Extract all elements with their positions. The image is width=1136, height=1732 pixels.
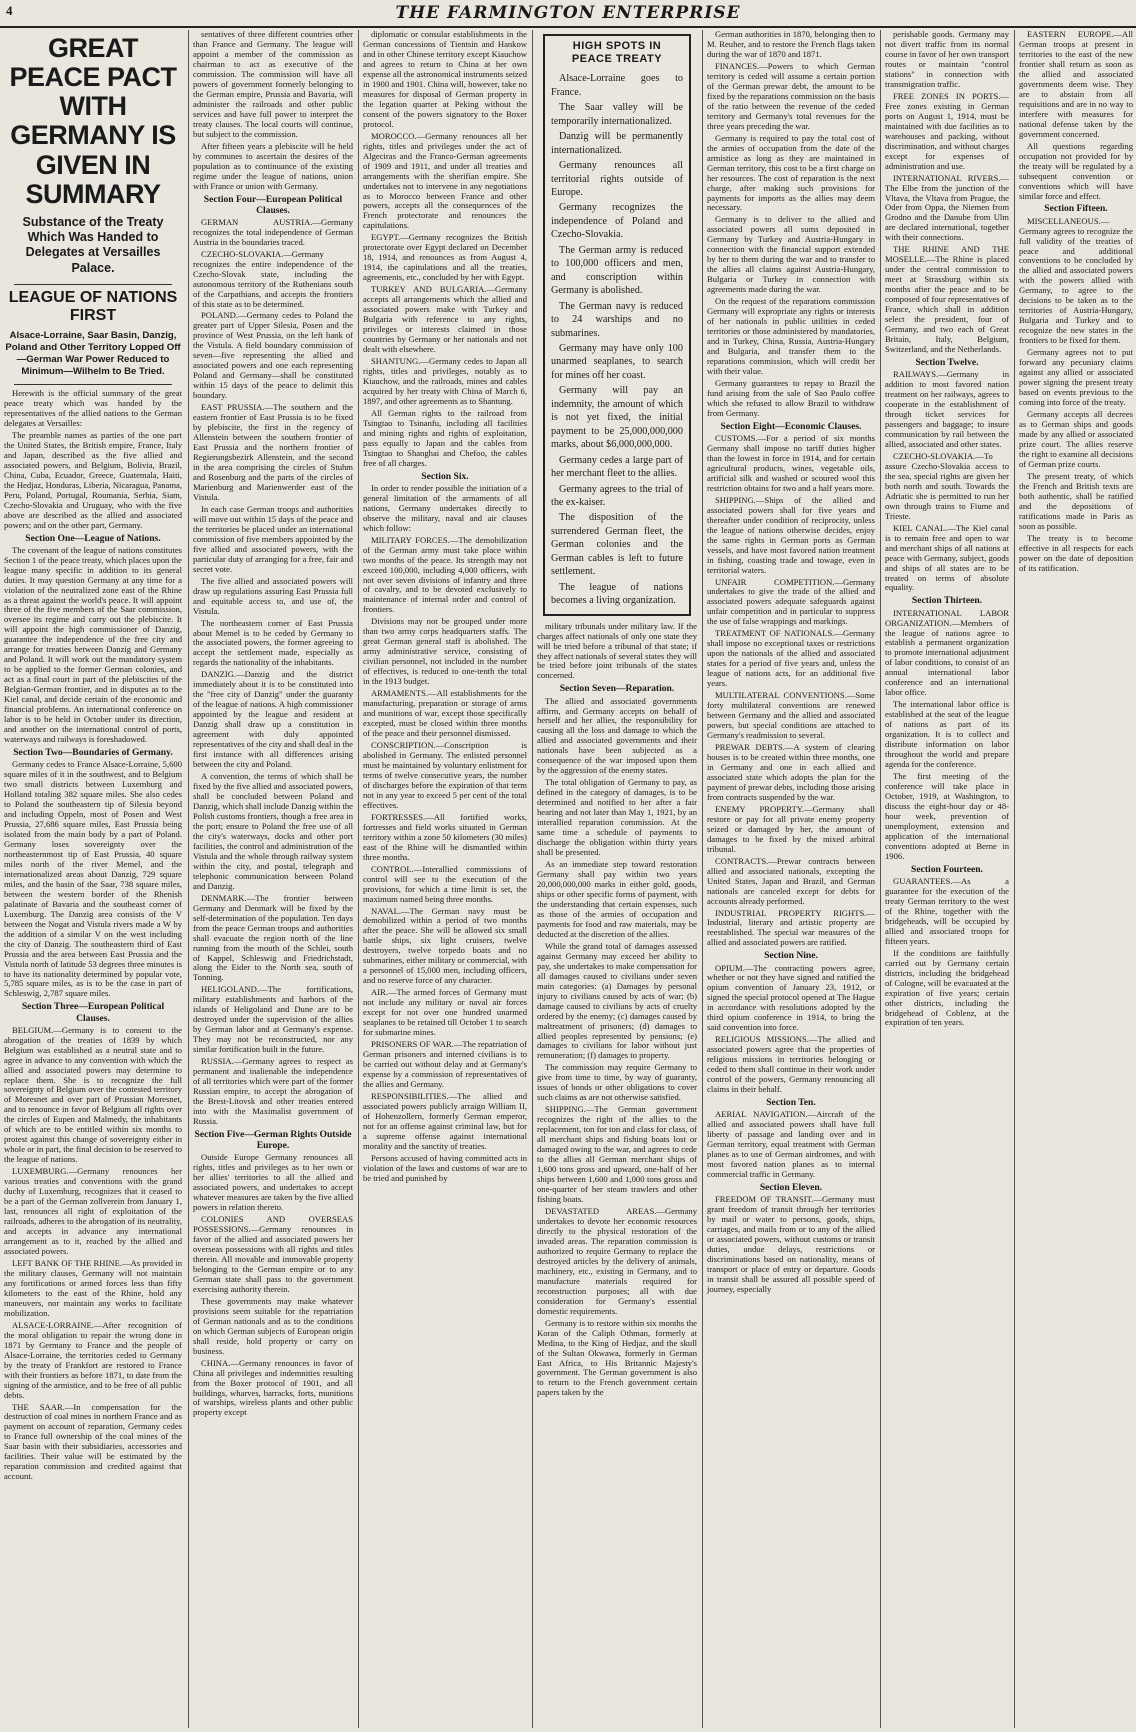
paragraph: SHIPPING.—The German government recognizes the right of the allies to the replacement, ton for ton and class for class, of all merchant ships and fishing boats lost or damaged owing to the war, and agrees to cede to the allies all German merchant ships of 1,600 tons gross and upward, one-half of her ships between 1,600 and 1,000 tons gross and one-quarter of her steam trawlers and other fishing boats. — [537, 1104, 697, 1204]
paragraph: sentatives of three different countries other than France and Germany. The league will appoint a member of the commission as chairman to act as executive of the commission. The commission will have all powers of government formerly belonging to the German empire, Prussia and Bavaria, will administer the railroads and other public services and have full power to interpret the treaty clauses. The local courts will continue, but subject to the commission. — [193, 30, 353, 139]
column-5 — [702, 30, 879, 1728]
high-spot-item: The league of nations becomes a living organization. — [551, 581, 683, 607]
paragraph: KIEL CANAL.—The Kiel canal is to remain free and open to war and merchant ships of all nations at peace with Germany, subject, goods and ships of all states are to be treated on terms of absolute equality. — [885, 522, 1010, 593]
column-4-body — [537, 622, 697, 1399]
high-spot-item: Germany may have only 100 unarmed seaplanes, to search for mines off her coast. — [551, 342, 683, 381]
paragraph: OPIUM.—The contracting powers agree, whether or not they have signed and ratified the opium convention of January 23, 1912, or signed the special protocol opened at The Hague in accordance with resolutions adopted by the third opium conference in 1914, to bring the said convention into force. — [707, 962, 875, 1033]
paragraph: The allied and associated governments affirm, and Germany accepts on behalf of herself and her allies, the responsibility for causing all the loss and damage to which the allied and associated governments and their nationals have been subjected as a consequence of the war imposed upon them by the aggression of the enemy states. — [537, 695, 697, 776]
paragraph: As an immediate step toward restoration Germany shall pay within two years 20,000,000,000 marks in either gold, goods, ships or other specific forms of payment, with the understanding that certain expenses, such as those of the armies of occupation and payments for food and raw materials, may be deducted at the discretion of the allies. — [537, 859, 697, 939]
column-5-body — [707, 30, 875, 1295]
section-heading: Section Fourteen. — [911, 863, 983, 875]
paragraph: ALSACE-LORRAINE.—After recognition of the moral obligation to repair the wrong done in 1871 by Germany to France and the people of Alsace-Lorraine, the territories ceded to Germany by the treaty of Frankfort are restored to France with their frontiers as before 1871, to date from the signing of the armistice, and to be free of all public debts. — [4, 1319, 182, 1400]
column-7-body — [1019, 30, 1133, 574]
high-spot-item: The disposition of the surrendered German fleet, the German colonies and the German cables is left to future settlement. — [551, 512, 683, 578]
paragraph: Outside Europe Germany renounces all rights, titles and privileges as to her own or her allies' territories to all the allied and associated powers, and undertakes to accept whatever measures are taken by the five allied powers in relation thereto. — [193, 1152, 353, 1213]
high-spot-item: Germany cedes a large part of her merchant fleet to the allies. — [551, 454, 683, 480]
high-spot-item: Germany recognizes the independence of Poland and Czecho-Slovakia. — [551, 202, 683, 241]
paragraph: The covenant of the league of nations constitutes Section 1 of the peace treaty, which places upon the league many specific in addition to its general duties. It may question Germany at any time for a violation of the neutralized zone east of the Rhine as a threat against the world's peace. It will appoint three of the five members of the Saar commission, oversee its regime and carry out the plebiscite. It will appoint the high commissioner of Danzig, guarantee the independence of the free city and arrange for treaties between Danzig and Germany and Poland. It will work out the mandatory system to be applied to the former German colonies, and act as a final court in part of the plebiscites of the Belgian-German frontier, and in disputes as to the Kiel canal, and decide certain of the economic and financial problems. An international conference on labor is to be held in October under its direction, and another on the international control of ports, waterways and railways is foreshadowed. — [4, 544, 182, 745]
paragraph: Germany is to deliver to the allied and associated powers all sums deposited in Germany by Turkey and Austria-Hungary in connection with the financial support extended by her to them during the war and to transfer to the allies all claims against Austria-Hungary, Bulgaria or Turkey in connection with agreements made during the war. — [707, 214, 875, 295]
paragraph: In each case German troops and authorities will move out within 15 days of the peace and the territories be placed under an international commission of five members appointed by the five allied and associated powers, with the particular duty of arranging for a free, fair and secret vote. — [193, 503, 353, 574]
paragraph: ENEMY PROPERTY.—Germany shall restore or pay for all private enemy property seized or damaged by her, the amount of damages to be fixed by the mixed arbitral tribunal. — [707, 803, 875, 854]
paragraph: Persons accused of having committed acts in violation of the laws and customs of war are to be tried and punished by — [363, 1152, 527, 1183]
paragraph: perishable goods. Germany may not divert traffic from its normal course in favor of her own transport routes or maintain "control stations" in connection with transmigration traffic. — [885, 30, 1009, 89]
paragraph: CONSCRIPTION.—Conscription is abolished in Germany. The enlisted personnel must be maintained by voluntary enlistment for terms of twelve consecutive years, the number of discharges before the expiration of that term not in any year to exceed 5 per cent of the total effectives. — [363, 740, 527, 810]
paragraph: LUXEMBURG.—Germany renounces her various treaties and conventions with the grand duchy of Luxemburg, recognizes that it ceased to be a part of the German zollverein from January 1, last, renounces all right of exploitation of the railroads, adheres to the abrogation of its neutrality, and accepts in advance any international arrangement as to it, reached by the allied and associated powers. — [4, 1166, 182, 1256]
paragraph: RESPONSIBILITIES.—The allied and associated powers publicly arraign William II, of Hohenzollern, formerly German emperor, not for an offense against criminal law, but for a supreme offense against international morality and the sanctity of treaties. — [363, 1090, 527, 1151]
subdeck: Alsace-Lorraine, Saar Basin, Danzig, Poland and Other Territory Lopped Off—German War Power Reduced to Minimum—Wilhelm to Be Tried. — [5, 330, 181, 377]
high-spot-item: Germany agrees to the trial of the ex-kaiser. — [551, 483, 683, 508]
column-3 — [358, 30, 531, 1728]
paragraph: While the grand total of damages assessed against Germany may exceed her ability to pay, she undertakes to make compensation for all damages caused to civilians under seven main categories: (a) Damages by personal injury to civilians caused by acts of war; (b) damage caused to civilians by acts of cruelty ordered by the enemy; (c) damages caused by maltreatment of prisoners; (d) damages to allied peoples represented by pensions; (e) damages to civilians for labor without just remuneration; (f) damages to property. — [537, 940, 697, 1061]
paragraph: military tribunals under military law. If the charges affect nationals of only one state they will be tried before a tribunal of that state; if they affect nationals of several states they will be tried before joint tribunals of the states concerned. — [537, 620, 697, 681]
paragraph: All questions regarding occupation not provided for by the treaty will be regulated by a subsequent convention or conventions which will have similar force and effect. — [1019, 140, 1133, 201]
paragraph: AIR.—The armed forces of Germany must not include any military or naval air forces except for not over one hundred unarmed seaplanes to be retained till October 1 to search for submarine mines. — [363, 987, 527, 1038]
column-6 — [880, 30, 1013, 1728]
paragraph: EASTERN EUROPE.—All German troops at present in territories to the east of the new frontier shall return as soon as the allied and associated governments deem wise. They are to abstain from all requisitions and are in no way to interfere with measures for national defense taken by the government concerned. — [1019, 30, 1133, 139]
paragraph: CONTRACTS.—Prewar contracts between allied and associated nationals, excepting the United States, Japan and Brazil, and German nationals are canceled except for debts for accounts already performed. — [707, 855, 875, 906]
column-7 — [1014, 30, 1136, 1728]
paragraph: A convention, the terms of which shall be fixed by the five allied and associated powers, shall be concluded between Poland and Danzig, which shall include Danzig within the Polish customs frontiers, though a free area in the port; ensure to Poland the free use of all the city's waterways, docks and other port facilities, the control and administration of the Vistula and the whole through railway system within the city, and postal, telegraph and telephonic communication between Poland and Danzig. — [193, 771, 353, 891]
section-heading: Section Ten. — [766, 1097, 816, 1109]
paragraph: MILITARY FORCES.—The demobilization of the German army must take place within two months of the peace. Its strength may not exceed 100,000, including 4,000 officers, with not over seven divisions of infantry and three of cavalry, and to be devoted exclusively to maintenance of internal order and control of frontiers. — [363, 534, 527, 615]
paragraph: RAILWAYS.—Germany in addition to most favored nation treatment on her railways, agrees to cooperate in the establishment of through ticket services for passengers and baggage; to insure communication by rail between the allied, associated and other states. — [885, 369, 1009, 449]
paragraph: EGYPT.—Germany recognizes the British protectorate over Egypt declared on December 18, 1914, and renounces as from August 4, 1914, the capitulations and all the treaties, agreements, etc., concluded by her with Egypt. — [363, 232, 527, 283]
column-4 — [532, 30, 701, 1728]
paragraph: EAST PRUSSIA.—The southern and the eastern frontier of East Prussia is to be fixed by plebiscite, the first in the regency of Allenstein between the southern frontier of East Prussia and the northern frontier of Regierungsbezirk Allenstein, and the second in the area comprising the circles of Stuhm and Rosenburg and the parts of the circles of Marienburg and Marienwerder east of the Vistula. — [193, 402, 353, 502]
column-2 — [188, 30, 357, 1728]
paragraph: FORTRESSES.—All fortified works, fortresses and field works situated in German territory within a zone 50 kilometers (30 miles) east of the Rhine will be dismantled within three months. — [363, 811, 527, 862]
paragraph: The present treaty, of which the French and British texts are both authentic, shall be ratified and the depositions of ratifications made in Paris as soon as possible. — [1019, 470, 1133, 531]
paragraph: MISCELLANEOUS.—Germany agrees to recognize the full validity of the treaties of peace and additional conventions to be concluded by the allied and associated powers with the powers allied with Germany, to agree to the decisions to be taken as to the territories of Austria-Hungary, Bulgaria and Turkey and to recognize the new states in the frontiers to be fixed for them. — [1019, 215, 1133, 346]
paragraph: The five allied and associated powers will draw up regulations assuring East Prussia full and equitable access to, and use of, the Vistula. — [193, 575, 353, 616]
paragraph: GERMAN AUSTRIA.—Germany recognizes the total independence of German Austria in the boundaries traced. — [193, 216, 353, 247]
paragraph: UNFAIR COMPETITION.—Germany undertakes to give the trade of the allied and associated powers adequate safeguards against unfair competition and in particular to suppress the use of false wrappings and markings. — [707, 576, 875, 627]
paragraph: INTERNATIONAL RIVERS.—The Elbe from the junction of the Vltava, the Vltava from Prague, the Oder from Oppa, the Niemen from Grodno and the Danube from Ulm are declared international, together with their connections. — [885, 172, 1009, 243]
paragraph: Germany accepts all decrees as to German ships and goods made by any allied or associated prize court. The allies reserve the right to examine all decisions of German prize courts. — [1019, 409, 1133, 469]
paragraph: These governments may make whatever provisions seem suitable for the repatriation of German nationals and as to the conditions on which German subjects of European origin shall reside, hold property or carry on business. — [193, 1295, 353, 1356]
paragraph: The commission may require Germany to give from time to time, by way of guaranty, issues of bonds or other obligations to cover such claims as are not otherwise satisfied. — [537, 1062, 697, 1103]
paragraph: Germany is required to pay the total cost of the armies of occupation from the date of the armistice as long as they are maintained in German territory, this cost to be a first charge on her resources. The cost of reparation is the next charge, after making such provisions for payments for imports as the allies may deem necessary. — [707, 132, 875, 213]
paragraph: DEVASTATED AREAS.—Germany undertakes to devote her economic resources directly to the physical restoration of the invaded areas. The reparation commission is authorized to require Germany to replace the destroyed articles by the delivery of animals, machinery, etc., existing in Germany, and to manufacture materials required for reconstruction purposes; all with due consideration for Germany's essential domestic requirements. — [537, 1205, 697, 1316]
section-heading: Section Eight—Economic Clauses. — [720, 420, 862, 432]
paragraph: The first meeting of the conference will take place in October, 1919, at Washington, to discuss the eight-hour day or 48-hour week, prevention of unemployment, extension and application of the international conventions adopted at Berne in 1906. — [885, 771, 1009, 861]
paragraph: The preamble names as parties of the one part the United States, the British empire, France, Italy and Japan, described as the five allied and associated powers, and Belgium, Bolivia, Brazil, China, Cuba, Ecuador, Greece, Guatemala, Haiti, the Hedjaz, Honduras, Liberia, Nicaragua, Panama, Peru, Poland, Portugal, Roumania, Serbia, Siam, Czecho-Slovakia and Uruguay, who with the five above are described as the allied and associated powers; and on the other part, Germany. — [4, 429, 182, 530]
paragraph: On the request of the reparations commission Germany will expropriate any rights or interests of her nationals in public utilities in ceded territories or those administered by mandatories, and in Turkey, China, Russia, Austria-Hungary and Bulgaria, and transfer them to the reparations commission, which will credit her with their value. — [707, 296, 875, 376]
column-1 — [4, 30, 186, 1728]
deck: Substance of the Treaty Which Was Handed to Delegates at Versailles Palace. — [22, 214, 164, 275]
section-heading: Section One—League of Nations. — [25, 532, 161, 544]
paragraph: FREE ZONES IN PORTS.—Free zones existing in German ports on August 1, 1914, must be maintained with due facilities as to warehouses and packing, without discrimination, and without charges except for expenses of administration and use. — [885, 90, 1009, 171]
divider — [14, 384, 172, 385]
paragraph: Germany is to restore within six months the Koran of the Caliph Othman, formerly at Medina, to the King of Hedjaz, and the skull of the Sultan Okwawa, formerly in German East Africa, to His Britannic Majesty's government. The German government is also to return to the French government certain papers taken by the — [537, 1317, 697, 1398]
paragraph: NAVAL.—The German navy must be demobilized within a period of two months after the peace. She will be allowed six small battle ships, six light cruisers, twelve destroyers, twelve torpedo boats and no submarines, either military or commercial, with a personnel of 15,000 men, including officers, and no reserve force of any character. — [363, 905, 527, 986]
headline: GREAT PEACE PACT WITH GERMANY IS GIVEN IN SUMMARY — [9, 33, 177, 209]
paragraph: CZECHO-SLOVAKIA.—To assure Czecho-Slovakia access to the sea, special rights are given her both north and south. Towards the Adriatic she is permitted to run her own through trains to Fiume and Trieste. — [885, 450, 1009, 521]
paragraph: THE SAAR.—In compensation for the destruction of coal mines in northern France and as payment on account of reparation, Germany cedes to France full ownership of the coal mines of the Saar basin with their subsidiaries, accessories and facilities. Their value will be estimated by the reparation commission and credited against that account. — [4, 1401, 182, 1482]
paragraph: DANZIG.—Danzig and the district immediately about it is to be constituted into the "free city of Danzig" under the guaranty of the league of nations. A high commissioner appointed by the league and resident at Danzig shall draw up a constitution in agreement with duly appointed representatives of the city and shall deal in the first instance with all differences arising between the city and Poland. — [193, 669, 353, 770]
high-spots-list — [551, 72, 683, 607]
paragraph: CONTROL.—Interallied commissions of control will see to the execution of the provisions, for which a time limit is set, the maximum named being three months. — [363, 863, 527, 904]
paragraph: MULTILATERAL CONVENTIONS.—Some forty multilateral conventions are renewed between Germany and the allied and associated powers, but special conditions are attached to Germany's readmission to several. — [707, 690, 875, 741]
section-heading: Section Five—German Rights Outside Europe. — [194, 1128, 352, 1152]
section-heading: Section Twelve. — [915, 357, 979, 368]
paragraph: ARMAMENTS.—All establishments for the manufacturing, preparation or storage of arms and munitions of war, except those specifically excepted, must be closed within three months of the peace and their personnel dismissed. — [363, 688, 527, 739]
section-heading: Section Four—European Political Clauses. — [203, 193, 343, 216]
paragraph: GUARANTEES.—As a guarantee for the execution of the treaty German territory to the west of the Rhine, together with the bridgeheads, will be occupied by allied and associated troops for fifteen years. — [885, 875, 1009, 946]
paragraph: HELIGOLAND.—The fortifications, military establishments and harbors of the islands of Heligoland and Dune are to be destroyed under the supervision of the allies by German labor and at Germany's expense. They may not be reconstructed, nor any similar fortification built in the future. — [193, 984, 353, 1055]
paragraph: Germany cedes to France Alsace-Lorraine, 5,600 square miles of it in the southwest, and to Belgium two small districts between Luxemburg and Holland totaling 382 square miles. She also cedes to Poland the southeastern tip of Silesia beyond and including Oppeln, most of Posen and West Prussia, 27,686 square miles, East Prussia being isolated from the main body by a part of Poland. Germany loses sovereignty over the northeasternmost tip of East Prussia, 40 square miles north of the river Memel, and the internationalized areas about Danzig, 729 square miles, and the basin of the Saar, 738 square miles, between the western border of the Rhenish palatinate of Bavaria and the southeast corner of Luxemburg. The Danzig area consists of the V between the Nogat and Vistula rivers made a W by the addition of a similar V on the west including the city of Danzig. The southeastern third of East Prussia and the area between East Prussia and the Vistula north of latitude 53 degrees three minutes is to have its nationality determined by popular vote, 5,785 square miles, as is to be the case in part of Schleswig, 2,787 square miles. — [4, 759, 182, 999]
paragraph: TREATMENT OF NATIONALS.—Germany shall impose no exceptional taxes or restrictions upon the nationals of the allied and associated states for a period of five years and, unless the league of nations acts, for an additional five years. — [707, 628, 875, 689]
paragraph: FREEDOM OF TRANSIT.—Germany must grant freedom of transit through her territories by mail or water to persons, goods, ships, carriages, and mails from or to any of the allied or associated powers, without customs or transit duties, undue delays, restrictions or discriminations based on nationality, means of transport or place of entry or departure. Goods in transit shall be assured all possible speed of journey, especially — [707, 1194, 875, 1294]
column-6-body — [885, 30, 1009, 1028]
article-columns — [4, 30, 1132, 1728]
paragraph: CUSTOMS.—For a period of six months Germany shall impose no tariff duties higher than the lowest in force in 1914, and for certain agricultural products, wines, vegetable oils, artificial silk and washed or scoured wool this restriction obtains for two and a half years more. — [707, 432, 875, 493]
high-spot-item: The Saar valley will be temporarily internationalized. — [551, 102, 683, 127]
subheadline: LEAGUE OF NATIONS FIRST — [8, 288, 178, 325]
section-heading: Section Thirteen. — [911, 595, 983, 607]
paragraph: diplomatic or consular establishments in the German concessions of Tientsin and Hankow and in other Chinese territory except Kiauchow and agrees to return to China at her own expense all the astronomical instruments seized in 1900 and 1901. China will, however, take no measures for disposal of German property in the legation quarter at Peking without the consent of the powers signatory to the Boxer protocol. — [363, 30, 527, 129]
paragraph: TURKEY AND BULGARIA.—Germany accepts all arrangements which the allied and associated powers make with Turkey and Bulgaria with reference to any rights, privileges or interests claimed in those countries by Germany or her nationals and not dealt with elsewhere. — [363, 284, 527, 355]
section-heading: Section Eleven. — [759, 1182, 823, 1193]
paragraph: German authorities in 1870, belonging then to M. Reuher, and to restore the French flags taken during the war of 1870 and 1871. — [707, 30, 875, 59]
paragraph: THE RHINE AND THE MOSELLE.—The Rhine is placed under the central commission to meet at Strassburg within six months after the peace and to be composed of four representatives of France, which shall in addition select the president, four of Germany, and two each of Great Britain, Italy, Belgium, Switzerland, and the Netherlands. — [885, 244, 1009, 355]
paragraph: In order to render possible the initiation of a general limitation of the armaments of all nations, Germany undertakes directly to observe the military, naval and air clauses which follow: — [363, 482, 527, 533]
paragraph: CZECHO-SLOVAKIA.—Germany recognizes the entire independence of the Czecho-Slovak state, including the autonomous territory of the Ruthenians south of the Carpathians, and accepts the frontiers of this state as to be determined. — [193, 248, 353, 309]
column-3-body — [363, 30, 527, 1184]
section-heading: Section Six. — [421, 470, 469, 482]
paragraph: After fifteen years a plebiscite will be held by communes to ascertain the desires of the population as to continuance of the existing regime under the league of nations, union with France or union with Germany. — [193, 140, 353, 191]
paragraph: SHANTUNG.—Germany cedes to Japan all rights, titles and privileges, notably as to Kiauchow, and the railroads, mines and cables acquired by her treaty with China of March 6, 1897, and other agreements as to Shantung. — [363, 356, 527, 406]
paragraph: The northeastern corner of East Prussia about Memel is to be ceded by Germany to the associated powers, the former agreeing to accept the settlement made, especially as regards the nationality of the inhabitants. — [193, 617, 353, 668]
paragraph: The international labor office is established at the seat of the league of nations as part of its organization. It is to collect and distribute information on labor throughout the world and prepare agenda for the conference. — [885, 699, 1009, 770]
paragraph: INDUSTRIAL PROPERTY RIGHTS.—Industrial, literary and artistic property are reestablished. The special war measures of the allied and associated powers are ratified. — [707, 907, 875, 948]
column-1-body — [4, 389, 182, 1482]
paragraph: PRISONERS OF WAR.—The repatriation of German prisoners and interned civilians is to be carried out without delay and at Germany's expense by a commission of representatives of the allies and Germany. — [363, 1039, 527, 1089]
paragraph: INTERNATIONAL LABOR ORGANIZATION.—Members of the league of nations agree to establish a permanent organization to promote international adjustment of labor conditions, to consist of an annual international labor conference and an international labor office. — [885, 607, 1009, 698]
paragraph: RELIGIOUS MISSIONS.—The allied and associated powers agree that the properties of religious missions in territories belonging or ceded to them shall continue in their work under control of the powers, Germany renouncing all claims in their behalf. — [707, 1034, 875, 1095]
paragraph: All German rights to the railroad from Tsingtao to Tsinanfu, including all facilities and mining rights and rights of exploitation, pass equally to Japan and the cables from Tsingtao to Shanghai and Chefoo, the cables free of all charges. — [363, 407, 527, 468]
high-spot-item: Germany will pay an indemnity, the amount of which is not yet fixed, the initial payment to be 25,000,000,000 marks, about $6,000,000,000. — [551, 385, 683, 451]
high-spot-item: Alsace-Lorraine goes to France. — [551, 73, 683, 98]
paragraph: DENMARK.—The frontier between Germany and Denmark will be fixed by the self-determination of the population. Ten days from the peace German troops and authorities shall evacuate the region north of the line running from the mouth of the Schlei, south of Kappel, Schleswig and Friedrichstadt, along the Eider to the North sea, south of Tonning. — [193, 892, 353, 983]
paragraph: PREWAR DEBTS.—A system of clearing houses is to be created within three months, one in Germany and one in each allied and associated state which adopts the plan for the payment of prewar debts, including those arising from contracts suspended by the war. — [707, 742, 875, 802]
paragraph: AERIAL NAVIGATION.—Aircraft of the allied and associated powers shall have full liberty of passage and landing over and in German territory, equal treatment with German planes as to use of German airdromes, and with most favored nation planes as to internal commercial traffic in Germany. — [707, 1109, 875, 1180]
paragraph: Divisions may not be grouped under more than two army corps headquarters staffs. The great German general staff is abolished. The army administrative service, consisting of civilian personnel, not included in the number of effectives, is reduced to one-tenth the total in the 1913 budget. — [363, 616, 527, 687]
high-spot-item: Danzig will be permanently internationalized. — [551, 131, 683, 156]
paragraph: Germany agrees not to put forward any pecuniary claims against any allied or associated power signing the present treaty based on events previous to the coming into force of the treaty. — [1019, 347, 1133, 408]
paragraph: COLONIES AND OVERSEAS POSSESSIONS.—Germany renounces in favor of the allied and associated powers her overseas possessions with all rights and titles therein. All movable and immovable property belonging to the German empire or to any German state shall pass to the government exercising authority therein. — [193, 1214, 353, 1294]
paragraph: If the conditions are faithfully carried out by Germany certain districts, including the bridgehead of Cologne, will be evacuated at the expiration of five years; certain other districts, including the bridgehead of Coblenz, at the expiration of ten years. — [885, 947, 1009, 1028]
masthead — [0, 0, 1136, 28]
section-heading: Section Seven—Reparation. — [559, 683, 675, 695]
high-spots-heading: HIGH SPOTS IN PEACE TREATY — [571, 40, 663, 66]
paragraph: The treaty is to become effective in all respects for each power on the date of deposition of its ratification. — [1019, 532, 1133, 573]
section-heading: Section Fifteen. — [1044, 203, 1108, 215]
high-spot-item: The German navy is reduced to 24 warships and no submarines. — [551, 300, 683, 339]
column-2-body — [193, 30, 353, 1418]
paragraph: BELGIUM.—Germany is to consent to the abrogation of the treaties of 1839 by which Belgium was established as a neutral state and to agree in advance to any convention with which the allied and associated powers may determine to replace them. She is to recognize the full sovereignty of Belgium over the contested territory of Moresnet and over part of Prussian Moresnet, and to renounce in favor of Belgium all rights over the circles of Eupen and Malmedy, the inhabitants of which are to be entitled within six months to protest against this change of sovereignty either in whole or in part, the final decision to be reserved to the league of nations. — [4, 1024, 182, 1165]
section-heading: Section Three—European Political Clauses. — [21, 1001, 165, 1024]
high-spot-item: Germany renounces all territorial rights outside of Europe. — [551, 160, 683, 198]
section-heading: Section Two—Boundaries of Germany. — [13, 747, 173, 759]
paragraph: The total obligation of Germany to pay, as defined in the category of damages, is to be determined and notified to her after a fair hearing and not later than May 1, 1921, by an interallied reparation commission. At the same time a schedule of payments to discharge the obligation within thirty years shall be presented. — [537, 777, 697, 858]
paragraph: MOROCCO.—Germany renounces all her rights, titles and privileges under the act of Algeciras and the Franco-German agreements of 1909 and 1911, and under all treaties and arrangements with the sherifian empire. She undertakes not to intervene in any negotiations as to Morocco between France and other powers, accepts all the consequences of the French protectorate and renounces the capitulations. — [363, 130, 527, 231]
section-heading: Section Nine. — [764, 950, 818, 962]
paragraph: Herewith is the official summary of the great peace treaty which was handed by the representatives of the allied nations to the German delegates at Versailles: — [4, 387, 182, 428]
paragraph: POLAND.—Germany cedes to Poland the greater part of Upper Silesia, Posen and the province of West Prussia, on the left bank of the Vistula. A field boundary commission of seven—five representing the allied and associated powers and one each representing Poland and Germany—shall be constituted within 15 days of the peace to delimit this boundary. — [193, 310, 353, 401]
divider — [14, 284, 172, 285]
paragraph: RUSSIA.—Germany agrees to respect as permanent and inalienable the independence of all territories which were part of the former Russian empire, to accept the abrogation of the Brest-Litovsk and other treaties entered into with the Maximalist government of Russia. — [193, 1056, 353, 1126]
paragraph: LEFT BANK OF THE RHINE.—As provided in the military clauses, Germany will not maintain any fortifications or armed forces less than fifty kilometers to the east of the Rhine, hold any maneuvers, nor maintain any works to facilitate mobilization. — [4, 1257, 182, 1318]
paragraph: FINANCES.—Powers to which German territory is ceded will assume a certain portion of the German prewar debt, the amount to be fixed by the reparations commission on the basis of the ratio between the revenue of the ceded territory and Germany's total revenues for the three years preceding the war. — [707, 60, 875, 131]
newspaper-title: THE FARMINGTON ENTERPRISE — [395, 3, 741, 23]
high-spots-box — [543, 34, 691, 616]
paragraph: SHIPPING.—Ships of the allied and associated powers shall for five years and thereafter under condition of reciprocity, unless the league of nations otherwise decides, enjoy the same rights in German ports as German vessels, and have most favored nation treatment in fishing, coasting trade and towage, even in territorial waters. — [707, 494, 875, 575]
paragraph: Germany guarantees to repay to Brazil the fund arising from the sale of Sao Paulo coffee which she refused to allow Brazil to withdraw from Germany. — [707, 377, 875, 418]
high-spot-item: The German army is reduced to 100,000 officers and men, and conscription within Germany is abolished. — [551, 244, 683, 297]
paragraph: CHINA.—Germany renounces in favor of China all privileges and indemnities resulting from the Boxer protocol of 1901, and all buildings, wharves, barracks, forts, munitions of warships, wireless plants and other public property except — [193, 1357, 353, 1418]
page-number: 4 — [6, 3, 13, 18]
